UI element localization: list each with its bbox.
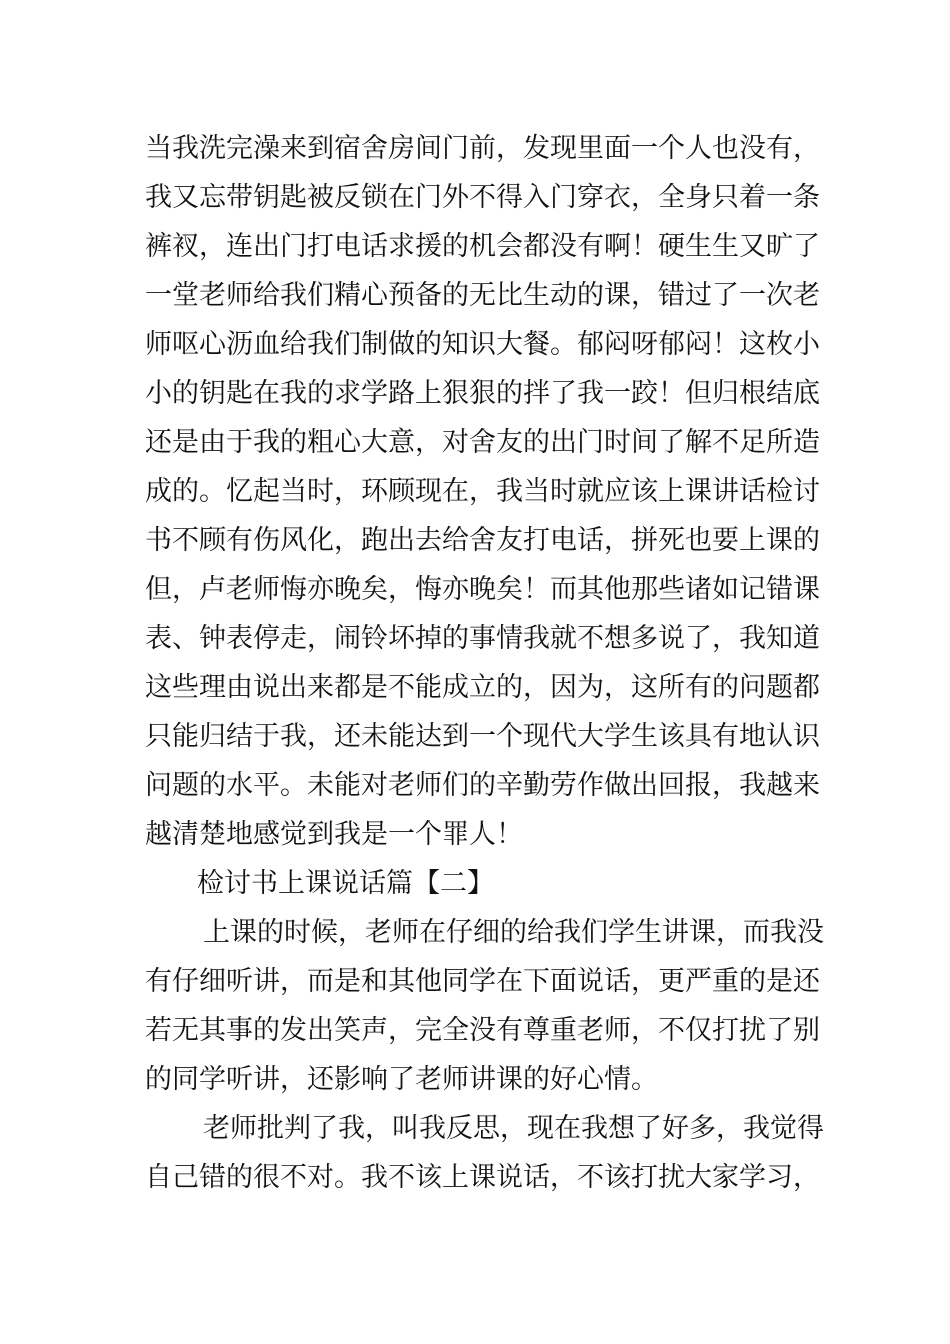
text-line: 书不顾有伤风化，跑出去给舍友打电话，拼死也要上课的	[145, 525, 820, 556]
text-line: 小的钥匙在我的求学路上狠狠的拌了我一跤！但归根结底	[145, 378, 820, 409]
document-body	[145, 124, 824, 1202]
text-line: 老师批判了我，叫我反思，现在我想了好多，我觉得	[203, 1113, 824, 1144]
text-line: 成的。忆起当时，环顾现在，我当时就应该上课讲话检讨	[145, 476, 820, 507]
text-line: 但，卢老师悔亦晚矣，悔亦晚矣！而其他那些诸如记错课	[145, 574, 820, 605]
text-line: 师呕心沥血给我们制做的知识大餐。郁闷呀郁闷！这枚小	[145, 329, 820, 360]
text-line: 我又忘带钥匙被反锁在门外不得入门穿衣，全身只着一条	[145, 182, 820, 213]
text-line: 的同学听讲，还影响了老师讲课的好心情。	[145, 1064, 658, 1095]
text-line: 自己错的很不对。我不该上课说话，不该打扰大家学习，	[145, 1162, 820, 1193]
text-line: 这些理由说出来都是不能成立的，因为，这所有的问题都	[145, 672, 820, 703]
text-line: 越清楚地感觉到我是一个罪人！	[145, 819, 523, 850]
section-heading: 检讨书上课说话篇【二】	[197, 868, 494, 899]
text-line: 一堂老师给我们精心预备的无比生动的课，错过了一次老	[145, 280, 820, 311]
text-line: 问题的水平。未能对老师们的辛勤劳作做出回报，我越来	[145, 770, 820, 801]
text-line: 还是由于我的粗心大意，对舍友的出门时间了解不足所造	[145, 427, 820, 458]
text-line: 上课的时候，老师在仔细的给我们学生讲课，而我没	[203, 917, 824, 948]
text-line: 有仔细听讲，而是和其他同学在下面说话，更严重的是还	[145, 966, 820, 997]
text-line: 只能归结于我，还未能达到一个现代大学生该具有地认识	[145, 721, 820, 752]
text-line: 裤衩，连出门打电话求援的机会都没有啊！硬生生又旷了	[145, 231, 820, 262]
text-line: 当我洗完澡来到宿舍房间门前，发现里面一个人也没有，	[145, 133, 820, 164]
text-line: 若无其事的发出笑声，完全没有尊重老师，不仅打扰了别	[145, 1015, 820, 1046]
text-line: 表、钟表停走，闹铃坏掉的事情我就不想多说了，我知道	[145, 623, 820, 654]
